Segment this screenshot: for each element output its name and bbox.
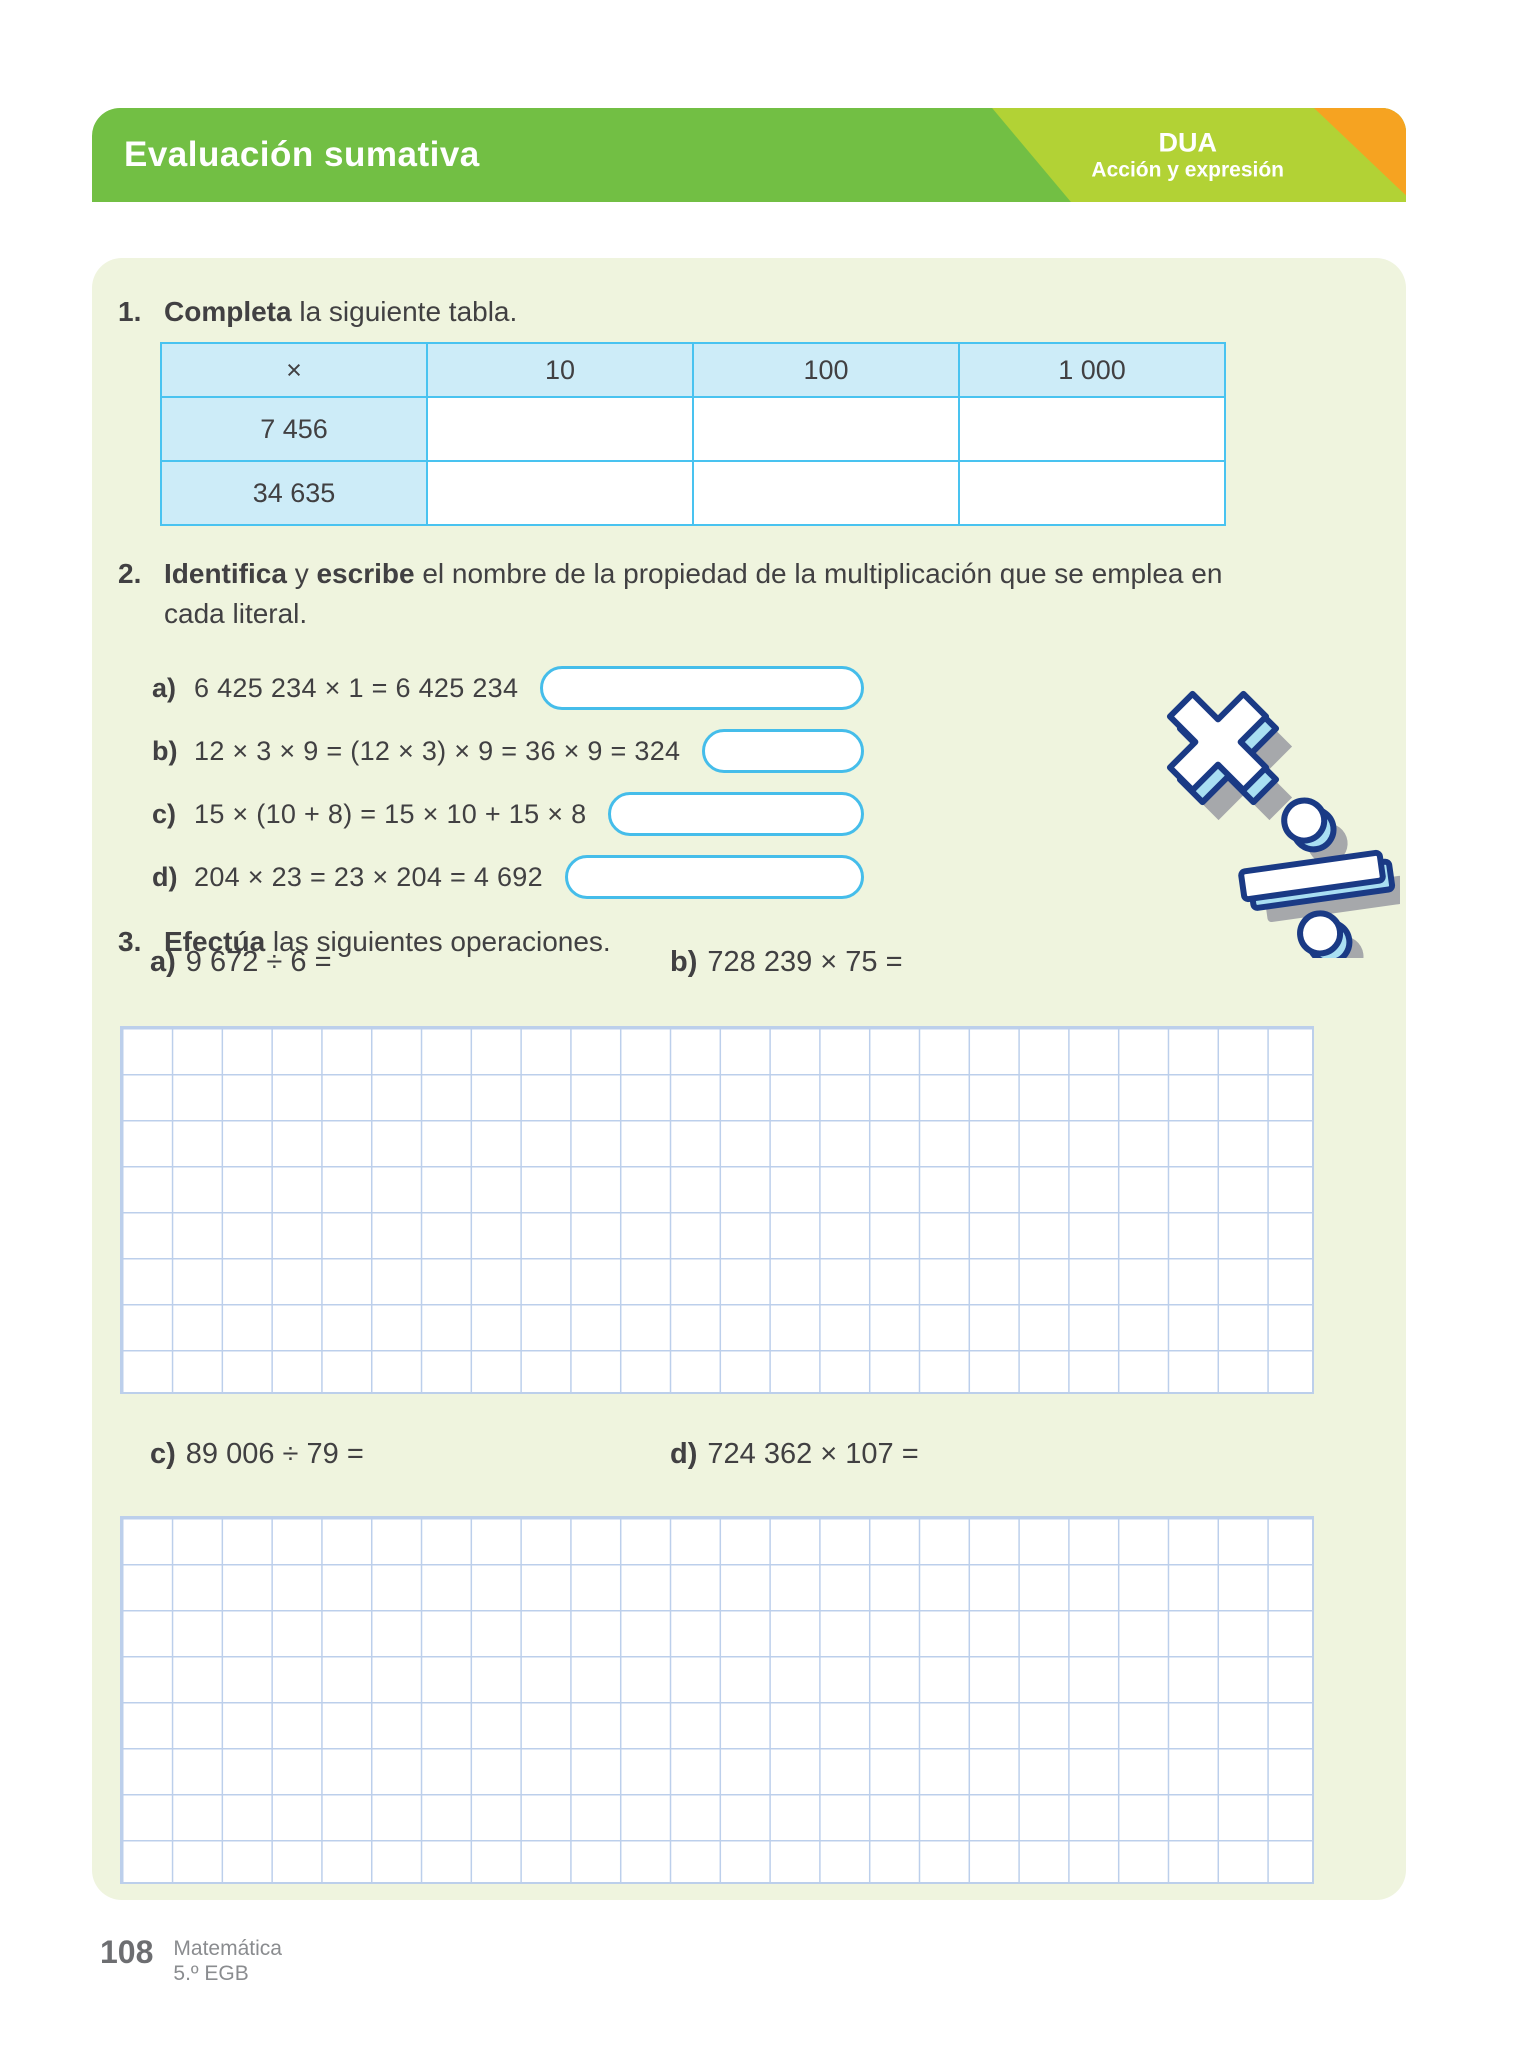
item-expression: 12 × 3 × 9 = (12 × 3) × 9 = 36 × 9 = 324 (194, 735, 681, 766)
content-panel (92, 258, 1406, 1900)
footer-subject: Matemática (173, 1937, 282, 1960)
operation-a (150, 946, 670, 979)
exercise1-instruction: Completa la siguiente tabla. (164, 296, 518, 327)
answer-grid-2[interactable] (120, 1516, 1314, 1884)
operations-row-cd (150, 1438, 919, 1471)
exercise3-instruction: Efectúa las siguientes operaciones. (164, 926, 611, 957)
page-footer (100, 1936, 282, 1986)
table-row (161, 397, 1225, 461)
answer-field[interactable] (540, 666, 864, 710)
answer-field[interactable] (702, 729, 864, 773)
math-signs-illustration (1140, 658, 1400, 958)
list-item-a (152, 664, 864, 712)
answer-cell[interactable] (959, 461, 1225, 525)
dua-badge-title: DUA (1158, 127, 1217, 158)
answer-field[interactable] (565, 855, 864, 899)
division-icon (1232, 788, 1400, 958)
answer-cell[interactable] (427, 397, 693, 461)
item-expression: 724 362 × 107 = (707, 1438, 919, 1470)
exercise1-heading (118, 296, 517, 328)
answer-field[interactable] (608, 792, 864, 836)
operation-c (150, 1438, 670, 1471)
item-label: c) (150, 1438, 176, 1470)
table-header-10: 10 (427, 343, 693, 397)
header-banner (92, 108, 1406, 202)
table-header-row (161, 343, 1225, 397)
answer-cell[interactable] (693, 397, 959, 461)
exercise2-number: 2. (118, 558, 142, 589)
operations-row-ab (150, 946, 903, 979)
exercise2-items (152, 664, 864, 916)
item-label: b) (670, 946, 698, 978)
table-header-100: 100 (693, 343, 959, 397)
answer-cell[interactable] (427, 461, 693, 525)
item-label: a) (152, 672, 177, 703)
exercise3-number: 3. (118, 926, 142, 957)
item-label: d) (670, 1438, 698, 1470)
list-item-d (152, 853, 864, 901)
item-expression: 6 425 234 × 1 = 6 425 234 (194, 672, 519, 703)
page-number: 108 (100, 1934, 154, 1970)
table-header-times: × (161, 343, 427, 397)
multiplication-table (160, 342, 1226, 526)
exercise2-instruction-line2: cada literal. (164, 598, 308, 629)
answer-grid-1[interactable] (120, 1026, 1314, 1394)
operation-b (670, 946, 903, 979)
page-title: Evaluación sumativa (124, 135, 480, 174)
item-label: c) (152, 798, 177, 829)
list-item-b (152, 727, 864, 775)
item-expression: 204 × 23 = 23 × 204 = 4 692 (194, 861, 543, 892)
item-expression: 9 672 ÷ 6 = (185, 946, 332, 978)
dua-badge-subtitle: Acción y expresión (1091, 158, 1284, 182)
item-label: a) (150, 946, 176, 978)
item-expression: 728 239 × 75 = (707, 946, 903, 978)
dua-badge (1091, 127, 1284, 182)
item-expression: 15 × (10 + 8) = 15 × 10 + 15 × 8 (194, 798, 587, 829)
exercise2-heading (118, 558, 1222, 630)
item-label: b) (152, 735, 178, 766)
item-expression: 89 006 ÷ 79 = (185, 1438, 364, 1470)
exercise2-instruction: Identifica y escribe el nombre de la propiedad de la multiplicación que se emplea en cada literal. (164, 558, 1223, 629)
table-row-label: 34 635 (161, 461, 427, 525)
list-item-c (152, 790, 864, 838)
table-row (161, 461, 1225, 525)
operation-d (670, 1438, 919, 1471)
footer-meta (173, 1936, 282, 1986)
footer-grade: 5.º EGB (173, 1962, 249, 1986)
table-row-label: 7 456 (161, 397, 427, 461)
item-label: d) (152, 861, 178, 892)
table-header-1000: 1 000 (959, 343, 1225, 397)
answer-cell[interactable] (693, 461, 959, 525)
answer-cell[interactable] (959, 397, 1225, 461)
exercise1-number: 1. (118, 296, 142, 327)
